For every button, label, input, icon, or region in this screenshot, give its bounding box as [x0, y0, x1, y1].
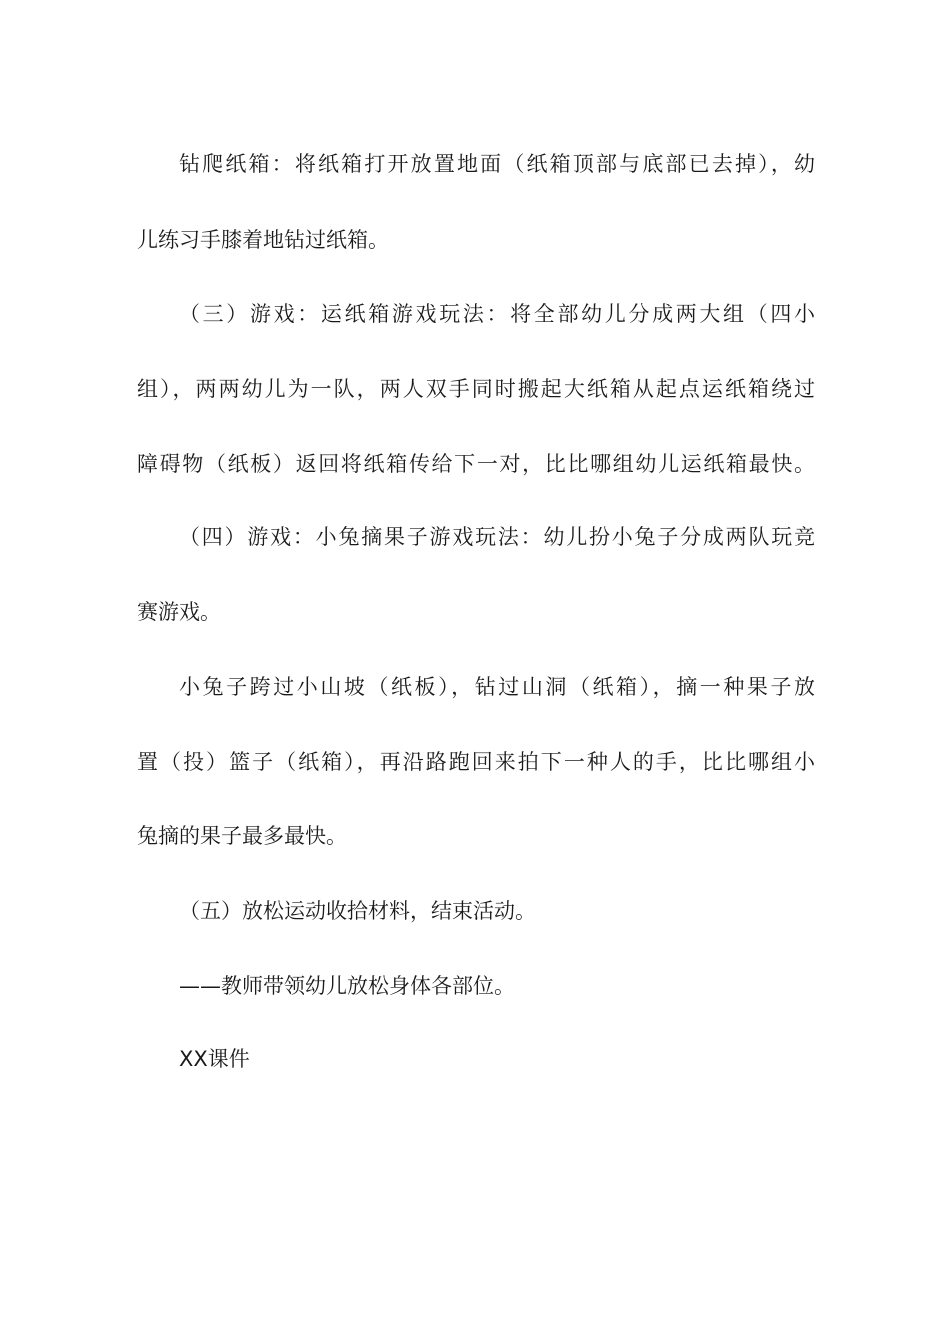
paragraph-line: 钻爬纸箱：将纸箱打开放置地面（纸箱顶部与底部已去掉），幼 [179, 152, 815, 176]
paragraph-line: 儿练习手膝着地钻过纸箱。 [137, 228, 389, 252]
paragraph-line: ——教师带领幼儿放松身体各部位。 [179, 974, 515, 998]
paragraph-line: 组），两两幼儿为一队，两人双手同时搬起大纸箱从起点运纸箱绕过 [137, 377, 815, 401]
paragraph-line: 兔摘的果子最多最快。 [137, 824, 347, 848]
paragraph-line: 赛游戏。 [137, 600, 221, 624]
paragraph-line: 障碍物（纸板）返回将纸箱传给下一对，比比哪组幼儿运纸箱最快。 [137, 452, 815, 476]
paragraph-line: 小兔子跨过小山坡（纸板），钻过山洞（纸箱），摘一种果子放 [179, 675, 815, 699]
paragraph-line: （四）游戏：小兔摘果子游戏玩法：幼儿扮小兔子分成两队玩竞 [179, 525, 815, 549]
paragraph-line: （五）放松运动收拾材料，结束活动。 [179, 899, 536, 923]
footer-label: XX课件 [179, 1047, 250, 1071]
paragraph-line: （三）游戏：运纸箱游戏玩法：将全部幼儿分成两大组（四小 [179, 302, 815, 326]
paragraph-line: 置（投）篮子（纸箱），再沿路跑回来拍下一种人的手，比比哪组小 [137, 750, 815, 774]
